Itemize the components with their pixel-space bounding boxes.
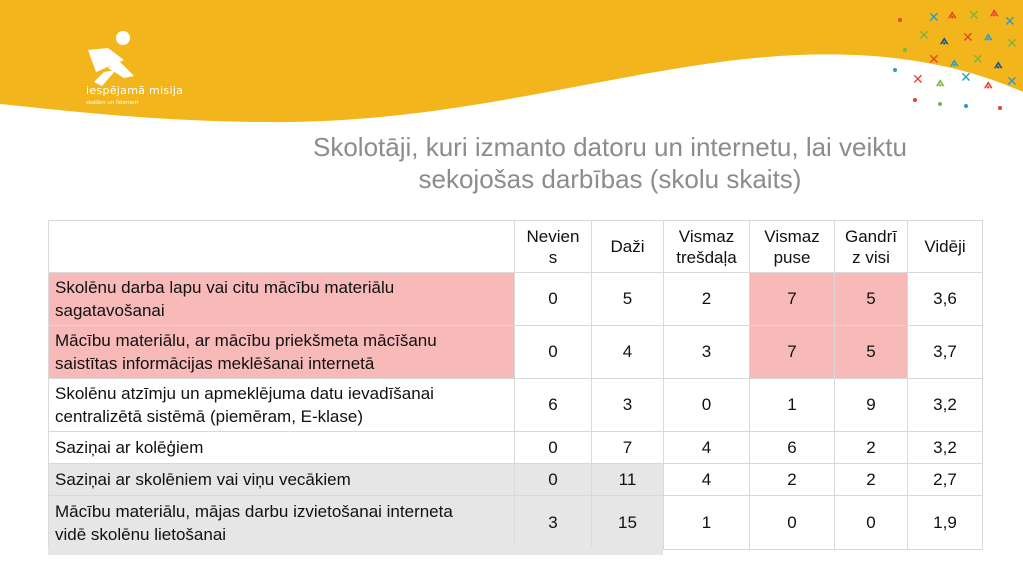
cell-value: 3 [515,496,592,550]
svg-text:⟑: ⟑ [936,74,945,90]
corner-cell [49,221,515,273]
gray-strip [48,546,663,555]
cell-value: 2 [835,432,908,464]
logo-icon [86,30,196,120]
table-row [49,496,983,550]
cell-value: 1 [664,496,750,550]
title-line-2: sekojošas darbības (skolu skaits) [418,164,802,194]
cell-value: 7 [592,432,664,464]
svg-text:✕: ✕ [1006,74,1018,90]
cell-value: 2 [835,464,908,496]
data-table [48,220,983,550]
cell-value: 3,6 [908,273,983,326]
cell-value: 0 [515,273,592,326]
header-row [49,221,983,273]
table-row [49,326,983,379]
cell-value: 0 [515,464,592,496]
svg-text:✕: ✕ [928,52,940,68]
cell-value: 1 [750,379,835,432]
col-header-dazi: Daži [592,221,664,273]
row-label: Skolēnu atzīmju un apmeklējuma datu ievadīšanai centralizētā sistēmā (piemēram, E-klase) [49,379,515,432]
cell-value: 5 [835,273,908,326]
col-header-videji: Vidēji [908,221,983,273]
cell-value: 1,9 [908,496,983,550]
row-label: Skolēnu darba lapu vai citu mācību materiālu sagatavošanai [49,273,515,326]
title-line-1: Skolotāji, kuri izmanto datoru un internetu, lai veiktu [313,132,907,162]
svg-text:✕: ✕ [1004,14,1016,30]
svg-text:⟑: ⟑ [984,28,993,44]
cell-value: 7 [750,273,835,326]
cell-value: 6 [750,432,835,464]
svg-text:⟑: ⟑ [950,54,959,70]
table-row [49,464,983,496]
svg-text:⟑: ⟑ [984,76,993,92]
cell-value: 7 [750,326,835,379]
row-label: Saziņai ar skolēniem vai viņu vecākiem [49,464,515,496]
slide-title [260,131,960,195]
cell-value: 11 [592,464,664,496]
cell-value: 3,2 [908,432,983,464]
cell-value: 2 [750,464,835,496]
svg-text:✕: ✕ [1006,36,1018,52]
cell-value: 4 [664,432,750,464]
table-row [49,432,983,464]
cell-value: 3 [664,326,750,379]
cell-value: 0 [515,326,592,379]
col-header-nevien: Nevien s [515,221,592,273]
cell-value: 9 [835,379,908,432]
logo-tagline: skolām un līderiem [86,100,139,106]
svg-text:⟑: ⟑ [994,56,1003,72]
cell-value: 0 [750,496,835,550]
cell-value: 5 [835,326,908,379]
cell-value: 3,7 [908,326,983,379]
svg-text:✕: ✕ [918,28,930,44]
svg-text:⟑: ⟑ [948,6,957,22]
cell-value: 4 [592,326,664,379]
svg-text:✕: ✕ [962,30,974,46]
row-label: Mācību materiālu, mājas darbu izvietošanai interneta vidē skolēnu lietošanai [49,496,515,550]
cell-value: 2,7 [908,464,983,496]
svg-text:⟑: ⟑ [990,4,999,20]
svg-text:✕: ✕ [912,72,924,88]
svg-text:✕: ✕ [960,70,972,86]
row-label: Mācību materiālu, ar mācību priekšmeta mācīšanu saistītas informācijas meklēšanai internetā [49,326,515,379]
col-header-gandriz-visi: Gandrī z visi [835,221,908,273]
logo-name: iespējamā misija [86,84,184,97]
cell-value: 3,2 [908,379,983,432]
cell-value: 15 [592,496,664,550]
cell-value: 3 [592,379,664,432]
table-row [49,379,983,432]
cell-value: 2 [664,273,750,326]
cell-value: 0 [664,379,750,432]
col-header-vismaz-puse: Vismaz puse [750,221,835,273]
col-header-vismaz-tresdala: Vismaz trešdaļa [664,221,750,273]
cell-value: 5 [592,273,664,326]
svg-text:⟑: ⟑ [940,32,949,48]
row-label: Saziņai ar kolēģiem [49,432,515,464]
cell-value: 4 [664,464,750,496]
cell-value: 6 [515,379,592,432]
table-row [49,273,983,326]
cell-value: 0 [515,432,592,464]
cell-value: 0 [835,496,908,550]
svg-text:✕: ✕ [928,10,940,26]
svg-text:✕: ✕ [972,52,984,68]
svg-text:✕: ✕ [968,8,980,24]
